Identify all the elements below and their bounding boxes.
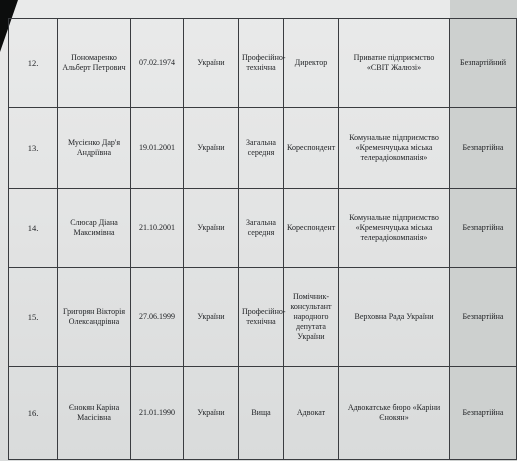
row-number: 12. [9, 19, 58, 108]
position: Кореспондент [284, 189, 339, 268]
education: Вища [239, 367, 284, 460]
full-name: Пономаренко Альберт Петрович [58, 19, 131, 108]
citizenship: України [184, 19, 239, 108]
position: Адвокат [284, 367, 339, 460]
full-name: Григорян Вікторія Олександрівна [58, 268, 131, 367]
row-number: 14. [9, 189, 58, 268]
birth-date: 27.06.1999 [131, 268, 184, 367]
full-name: Слюсар Діана Максимівна [58, 189, 131, 268]
table-row [9, 19, 517, 108]
party-affiliation: Безпартійна [450, 189, 517, 268]
workplace: Верховна Рада України [339, 268, 450, 367]
workplace: Адвокатське бюро «Каріни Єнокян» [339, 367, 450, 460]
table-row [9, 108, 517, 189]
workplace: Комунальне підприємство «Кременчуцька міська телерадіокомпанія» [339, 189, 450, 268]
birth-date: 21.10.2001 [131, 189, 184, 268]
table-row [9, 367, 517, 460]
citizenship: України [184, 108, 239, 189]
education: Профеcійно-технічна [239, 19, 284, 108]
party-affiliation: Безпартійний [450, 19, 517, 108]
birth-date: 19.01.2001 [131, 108, 184, 189]
table-row [9, 189, 517, 268]
row-number: 13. [9, 108, 58, 189]
full-name: Мусієнко Дар'я Андріївна [58, 108, 131, 189]
position: Помічник-консультант народного депутата України [284, 268, 339, 367]
education: Загальна середня [239, 189, 284, 268]
education: Загальна середня [239, 108, 284, 189]
position: Директор [284, 19, 339, 108]
citizenship: України [184, 367, 239, 460]
citizenship: України [184, 268, 239, 367]
education: Профеcійно-технічна [239, 268, 284, 367]
table-row [9, 268, 517, 367]
candidates-table [8, 18, 517, 460]
workplace: Комунальне підприємство «Кременчуцька міська телерадіокомпанія» [339, 108, 450, 189]
party-affiliation: Безпартійна [450, 268, 517, 367]
citizenship: України [184, 189, 239, 268]
workplace: Приватне підприємство «СВІТ Жалюзі» [339, 19, 450, 108]
birth-date: 07.02.1974 [131, 19, 184, 108]
row-number: 16. [9, 367, 58, 460]
party-affiliation: Безпартійна [450, 108, 517, 189]
birth-date: 21.01.1990 [131, 367, 184, 460]
party-affiliation: Безпартійна [450, 367, 517, 460]
full-name: Єнокян Каріна Масісівна [58, 367, 131, 460]
position: Кореспондент [284, 108, 339, 189]
row-number: 15. [9, 268, 58, 367]
